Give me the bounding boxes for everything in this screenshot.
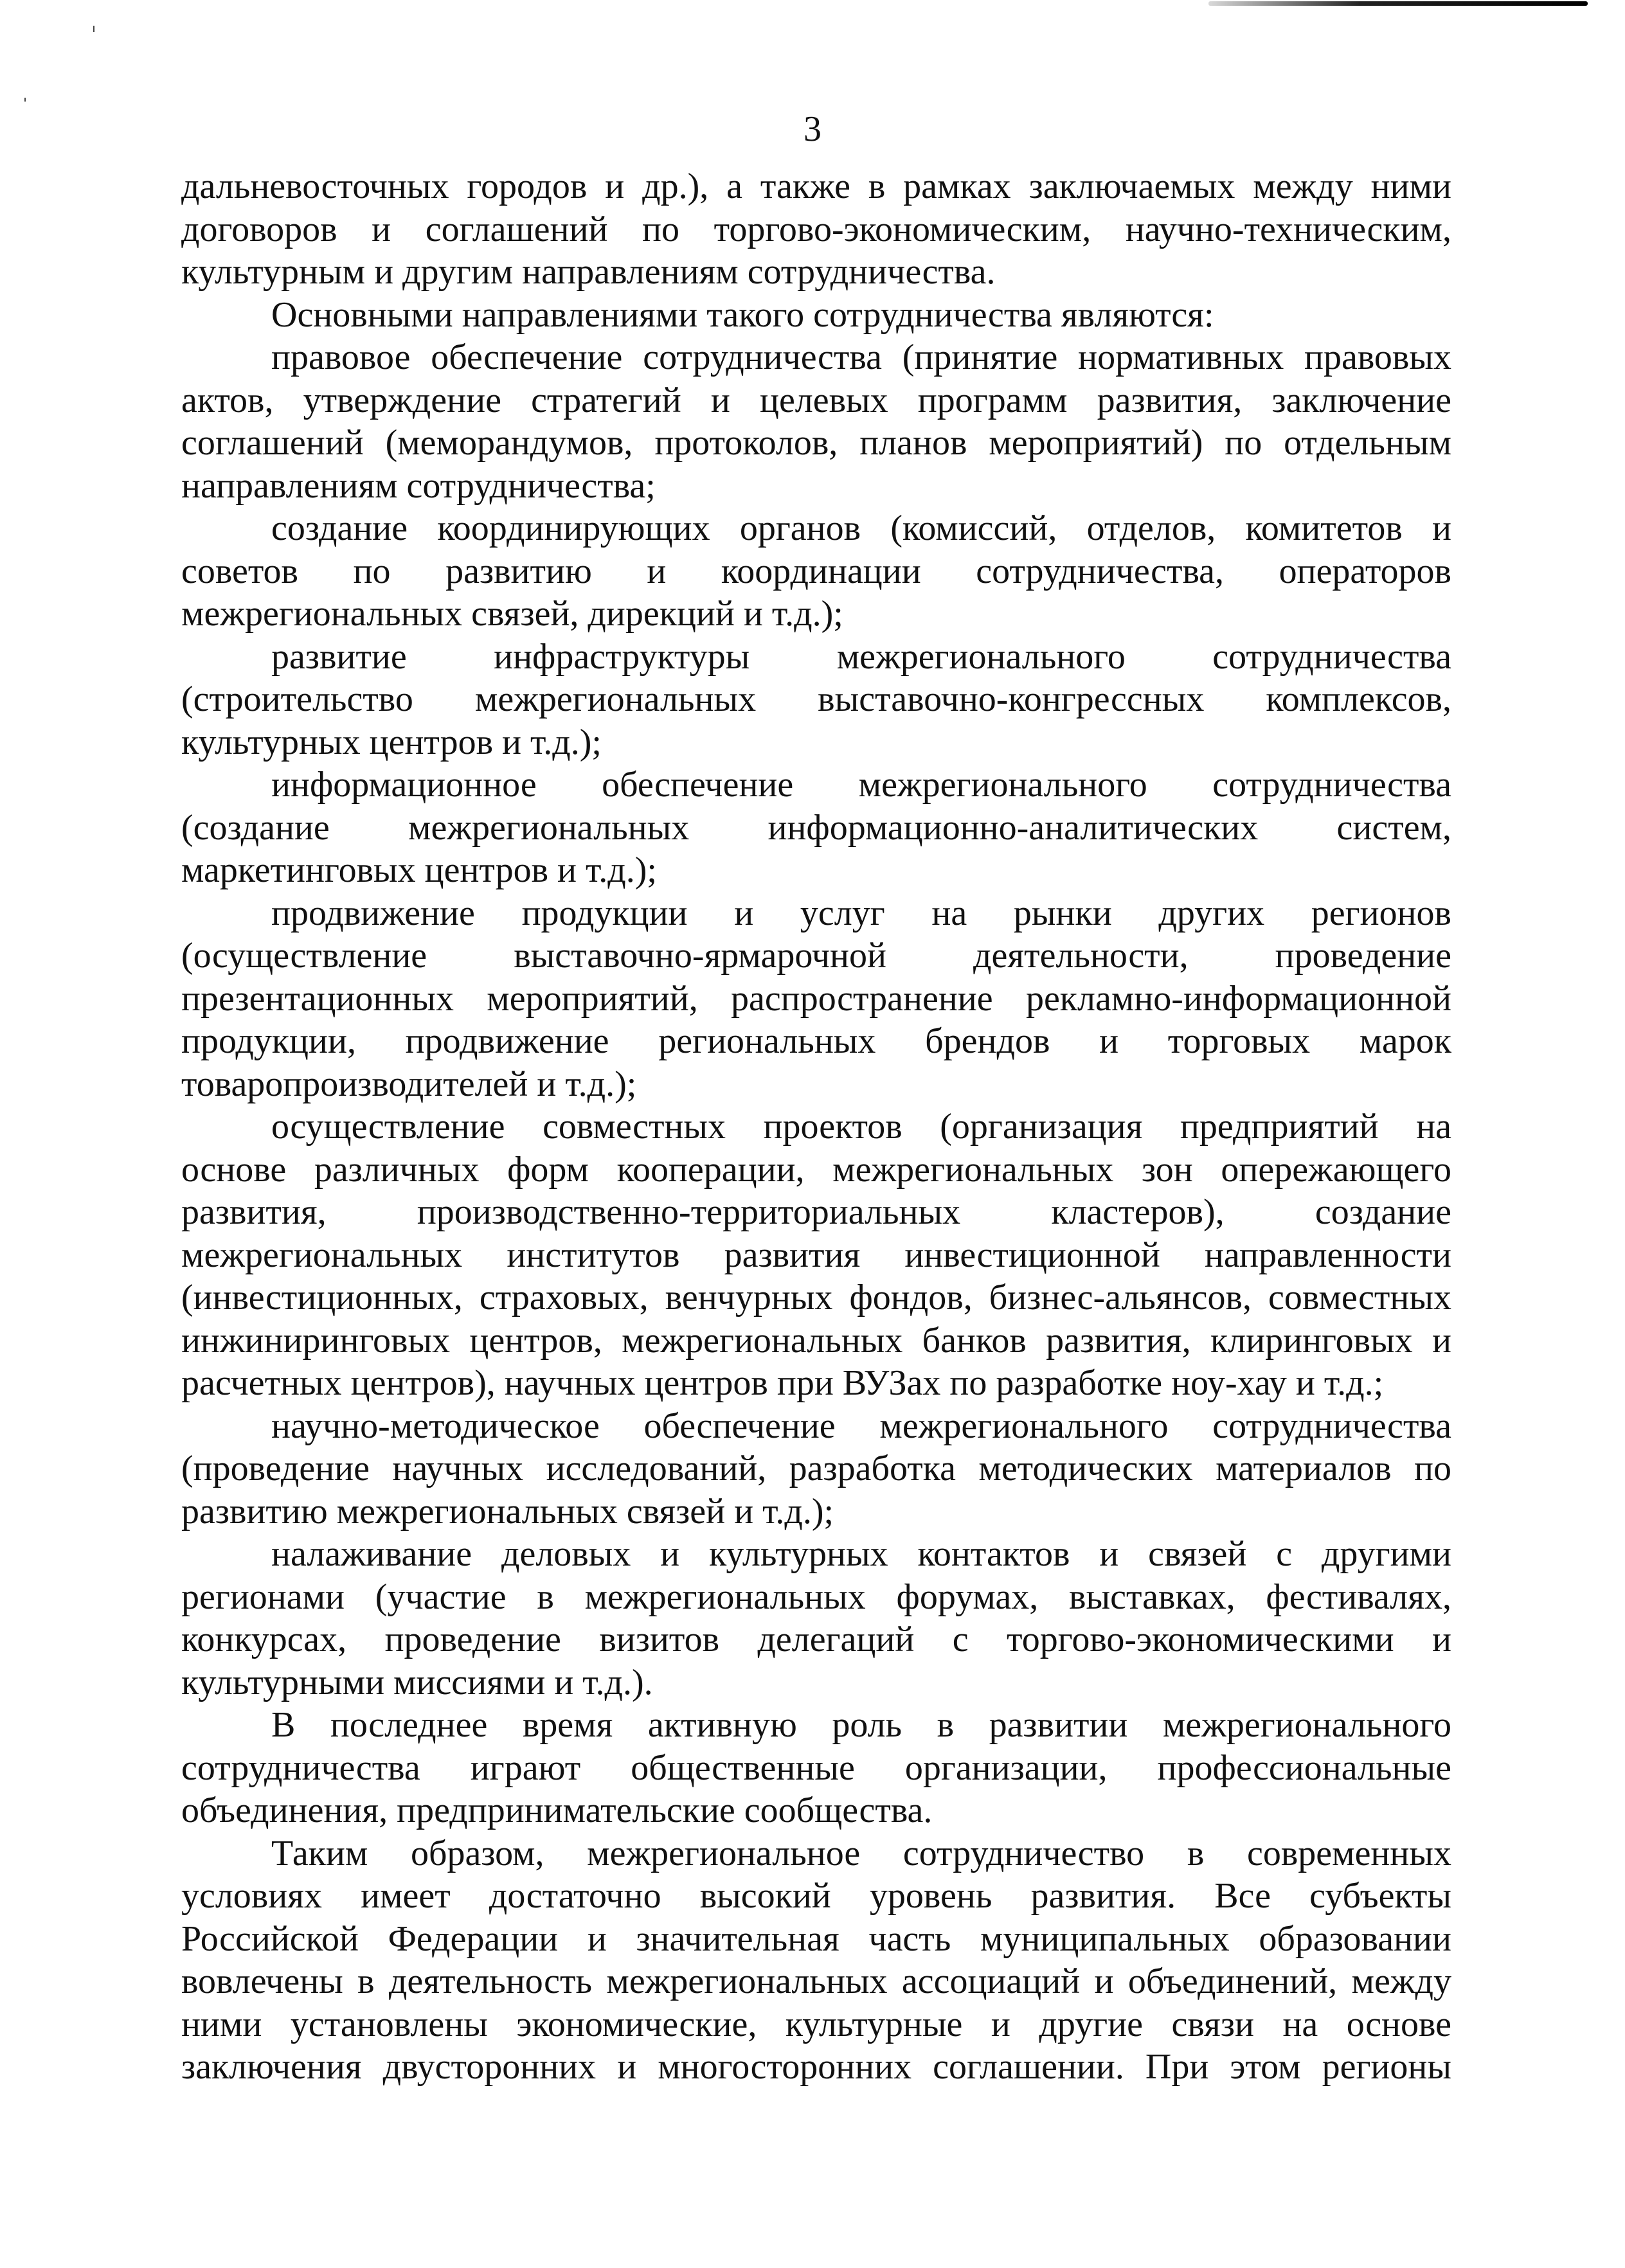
paragraph-line: Российской Федерации и значительная часть муниципальных образовании xyxy=(181,1918,1451,1959)
paragraph-line: презентационных мероприятий, распространение рекламно-информационной xyxy=(181,978,1451,1019)
paragraph-first-line: правовое обеспечение сотрудничества (принятие нормативных правовых xyxy=(271,337,1451,377)
paragraph-line: основе различных форм кооперации, межрегиональных зон опережающего xyxy=(181,1149,1451,1190)
paragraph-line: (проведение научных исследований, разработка методических материалов по xyxy=(181,1449,1451,1488)
paragraph-line: актов, утверждение стратегий и целевых программ развития, заключение xyxy=(181,380,1451,420)
paragraph-first-line: развитие инфраструктуры межрегионального сотрудничества xyxy=(271,636,1451,677)
paragraph-first-line: научно-методическое обеспечение межрегионального сотрудничества xyxy=(271,1406,1451,1446)
page-number: 3 xyxy=(804,109,821,149)
paragraph-line: развитию межрегиональных связей и т.д.); xyxy=(181,1491,834,1531)
paragraph-line: продукции, продвижение региональных брендов и торговых марок xyxy=(181,1021,1451,1061)
paragraph-line: расчетных центров), научных центров при ВУЗах по разработке ноу-хау и т.д.; xyxy=(181,1363,1384,1403)
paragraph-line: культурным и другим направлениям сотрудничества. xyxy=(181,252,996,292)
paragraph-line: межрегиональных связей, дирекций и т.д.); xyxy=(181,594,843,634)
scan-edge-line xyxy=(1208,1,1588,6)
paragraph-line: соглашений (меморандумов, протоколов, планов мероприятий) по отдельным xyxy=(181,423,1451,463)
scan-speck xyxy=(24,98,26,102)
paragraph-line: культурными миссиями и т.д.). xyxy=(181,1662,653,1702)
paragraph-line: (осуществление выставочно-ярмарочной деятельности, проведение xyxy=(181,936,1451,976)
paragraph-line: культурных центров и т.д.); xyxy=(181,722,602,762)
paragraph-line: регионами (участие в межрегиональных форумах, выставках, фестивалях, xyxy=(181,1576,1451,1617)
paragraph-line: (создание межрегиональных информационно-аналитических систем, xyxy=(181,807,1451,848)
paragraph-line: советов по развитию и координации сотрудничества, операторов xyxy=(181,551,1451,591)
paragraph-line: товаропроизводителей и т.д.); xyxy=(181,1064,637,1104)
paragraph-line: направлениям сотрудничества; xyxy=(181,465,656,506)
paragraph-first-line: налаживание деловых и культурных контактов и связей с другими xyxy=(271,1534,1451,1574)
paragraph-line: договоров и соглашений по торгово-экономическим, научно-техническим, xyxy=(181,209,1451,249)
paragraph-line: заключения двусторонних и многосторонних соглашении. При этом регионы xyxy=(181,2047,1451,2087)
paragraph-first-line: продвижение продукции и услуг на рынки других регионов xyxy=(271,893,1451,933)
paragraph-line: маркетинговых центров и т.д.); xyxy=(181,850,657,890)
paragraph-line: ними установлены экономические, культурные и другие связи на основе xyxy=(181,2004,1451,2044)
paragraph-line: объединения, предпринимательские сообщества. xyxy=(181,1790,933,1830)
scan-speck xyxy=(93,26,94,32)
paragraph-line: конкурсах, проведение визитов делегаций с торгово-экономическими и xyxy=(181,1620,1451,1659)
paragraph-line: развития, производственно-территориальных кластеров), создание xyxy=(181,1192,1451,1232)
paragraph-line: вовлечены в деятельность межрегиональных ассоциаций и объединений, между xyxy=(181,1961,1451,2001)
paragraph-line: условиях имеет достаточно высокий уровень развития. Все субъекты xyxy=(181,1876,1451,1916)
paragraph-first-line: информационное обеспечение межрегионального сотрудничества xyxy=(271,765,1451,805)
paragraph-first-line: Основными направлениями такого сотрудничества являются: xyxy=(271,294,1214,335)
paragraph-line: сотрудничества играют общественные организации, профессиональные xyxy=(181,1747,1451,1788)
paragraph-first-line: Таким образом, межрегиональное сотрудничество в современных xyxy=(271,1833,1451,1873)
paragraph-line: (строительство межрегиональных выставочно-конгрессных комплексов, xyxy=(181,679,1451,719)
paragraph-first-line: дальневосточных городов и др.), а также в рамках заключаемых между ними xyxy=(181,166,1451,206)
paragraph-line: (инвестиционных, страховых, венчурных фондов, бизнес-альянсов, совместных xyxy=(181,1278,1451,1317)
paragraph-line: межрегиональных институтов развития инвестиционной направленности xyxy=(181,1235,1451,1275)
paragraph-first-line: осуществление совместных проектов (организация предприятий на xyxy=(271,1107,1451,1147)
paragraph-first-line: создание координирующих органов (комиссий, отделов, комитетов и xyxy=(271,508,1451,548)
paragraph-first-line: В последнее время активную роль в развитии межрегионального xyxy=(271,1705,1451,1745)
paragraph-line: инжиниринговых центров, межрегиональных банков развития, клиринговых и xyxy=(181,1320,1451,1361)
